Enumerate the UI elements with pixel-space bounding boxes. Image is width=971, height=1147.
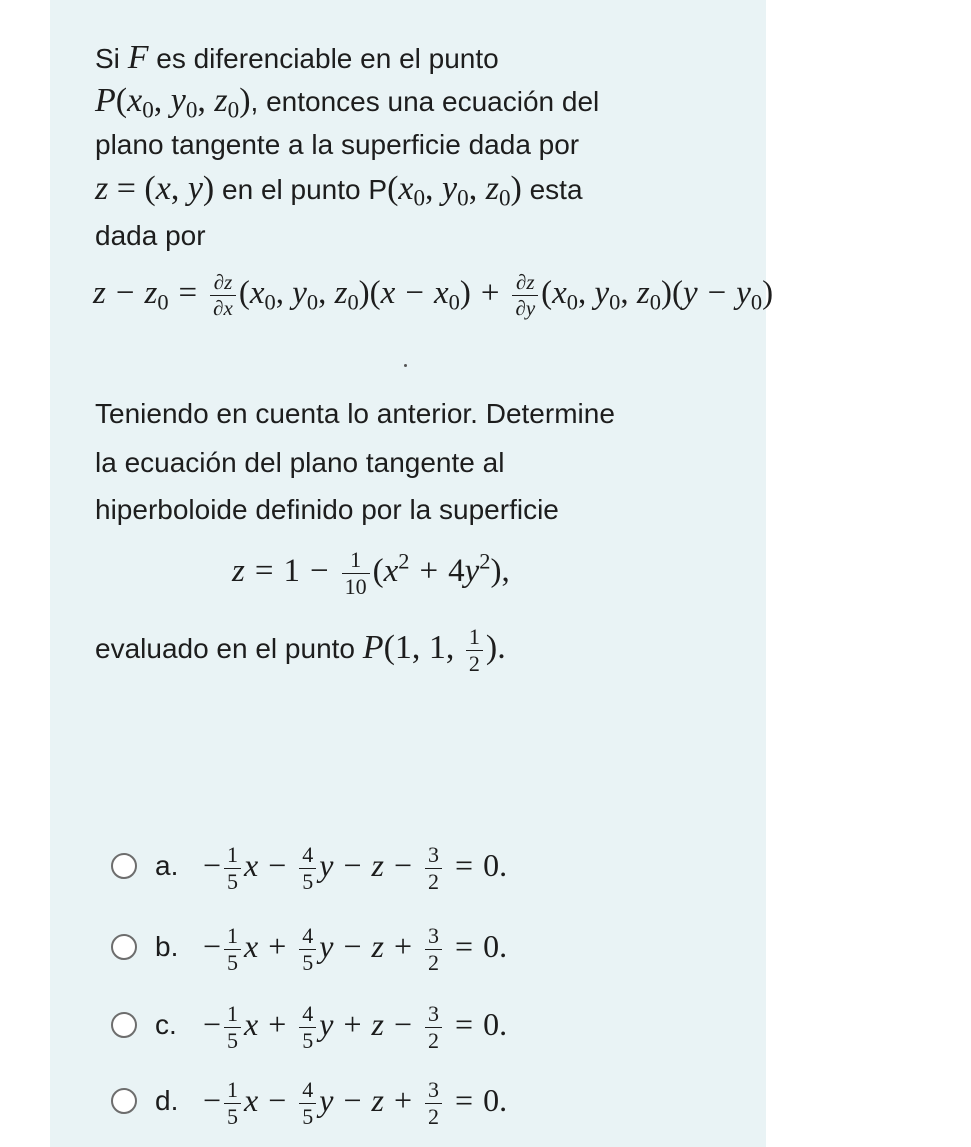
question-line-9: evaluado en el punto P(1, 1, $\frac{1}{2}$ ). [95,623,506,676]
option-b-letter: b. [155,931,179,962]
text-entonces: , entonces una ecuación del [250,86,600,117]
option-d-expression: − $\frac{1}{5}$ x − $\frac{4}{5}$ y − z + $\frac{3}{2}$ = 0. [203,1077,508,1130]
surface-equation: z = 1 − $\frac{1}{10}$ $(x^2 + 4y^2)$, [232,546,510,599]
radio-option-a[interactable] [111,853,137,879]
math-F: F [127,39,149,76]
text-esta: esta [521,174,583,205]
option-a-letter: a. [155,850,179,881]
math-eval-point: P(1, 1, $\frac{1}{2}$ ) [362,623,498,676]
option-b-expression: − $\frac{1}{5}$ x + $\frac{4}{5}$ y − z + $\frac{3}{2}$ = 0. [203,923,508,976]
period-dot [404,364,407,367]
text-evaluado: evaluado en el punto [95,633,363,664]
question-line-4 [95,172,583,215]
radio-option-c[interactable] [111,1012,137,1038]
text-si: Si [95,43,128,74]
text-diferenciable: es diferenciable en el punto [156,43,499,74]
question-line-5: dada por [95,220,206,251]
option-a-expression: − $\frac{1}{5}$ x − $\frac{4}{5}$ y − z − $\frac{3}{2}$ = 0. [203,842,508,895]
question-line-2 [95,84,599,127]
question-line-3: plano tangente a la superficie dada por [95,129,580,160]
question-line-8: hiperboloide definido por la superficie [95,494,559,525]
tangent-plane-formula: $z - z_0$ = $\frac{\partial z}{\partial x}$ ($x_0$, $y_0$, $z_0)(x - x_0)$ + $\frac{\partial z}{\partial y}$ ($x_0$, $y_0$, $z_0)(y - y_0)$ [93,269,774,320]
text-en-el-punto: en el punto P [214,174,388,205]
option-c-letter: c. [155,1009,177,1040]
option-d-letter: d. [155,1085,179,1116]
math-z-equals: z = (x, y) [95,170,215,207]
option-c-expression: − $\frac{1}{5}$ x + $\frac{4}{5}$ y + z − $\frac{3}{2}$ = 0. [203,1001,508,1054]
question-line-6: Teniendo en cuenta lo anterior. Determine [95,398,615,429]
radio-option-b[interactable] [111,934,137,960]
radio-option-d[interactable] [111,1088,137,1114]
question-line-7: la ecuación del plano tangente al [95,447,505,478]
math-point-coords: ($x_0$, $y_0$, $z_0$) [387,170,522,212]
question-line-1 [95,41,499,76]
math-point-P: $P(x_0$, $y_0$, $z_0$) [95,82,251,124]
